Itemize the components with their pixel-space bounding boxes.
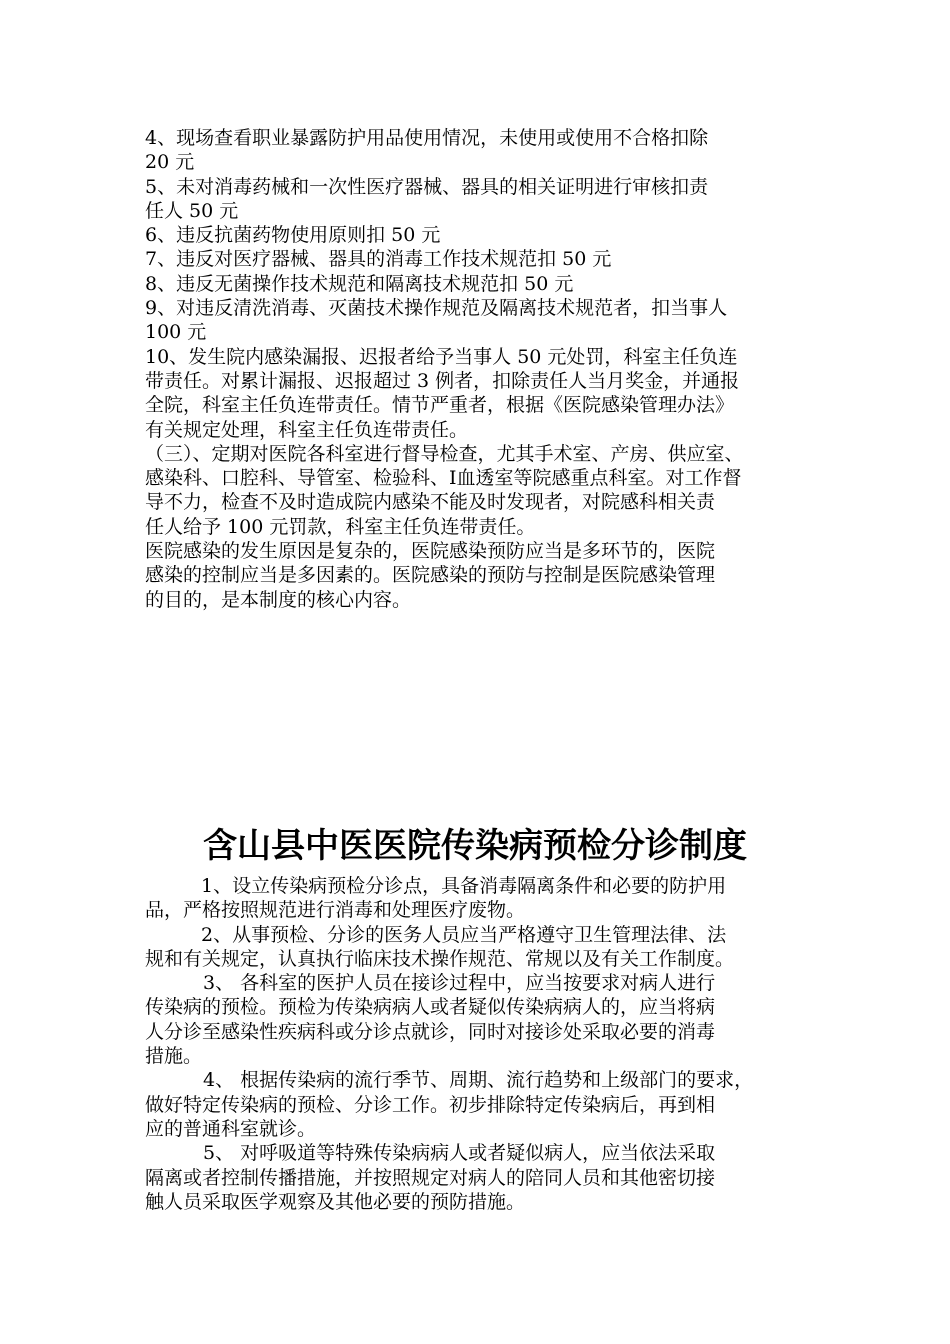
triage-policy-section [145, 874, 815, 1214]
text-line: 2、从事预检、分诊的医务人员应当严格遵守卫生管理法律、法 [201, 923, 727, 946]
text-line: 的目的，是本制度的核心内容。 [145, 588, 412, 611]
text-line: 感染的控制应当是多因素的。医院感染的预防与控制是医院感染管理 [145, 564, 716, 587]
text-line: 医院感染的发生原因是复杂的，医院感染预防应当是多环节的，医院 [145, 540, 716, 563]
text-line: 带责任。对累计漏报、迟报超过 3 例者，扣除责任人当月奖金，并通报 [145, 369, 740, 392]
text-line: 隔离或者控制传播措施，并按照规定对病人的陪同人员和其他密切接 [145, 1166, 716, 1189]
text-line: 传染病的预检。预检为传染病病人或者疑似传染病病人的，应当将病 [145, 996, 716, 1019]
text-line: 6、违反抗菌药物使用原则扣 50 元 [145, 224, 441, 247]
text-line: 5、未对消毒药械和一次性医疗器械、器具的相关证明进行审核扣责 [145, 175, 709, 198]
text-line: 品，严格按照规范进行消毒和处理医疗废物。 [145, 899, 526, 922]
text-line: 有关规定处理，科室主任负连带责任。 [145, 418, 469, 441]
text-line: 4、 根据传染病的流行季节、周期、流行趋势和上级部门的要求， [203, 1069, 754, 1092]
document-title: 含山县中医医院传染病预检分诊制度 [203, 826, 747, 866]
text-line: 8、违反无菌操作技术规范和隔离技术规范扣 50 元 [145, 272, 574, 295]
text-line: 10、发生院内感染漏报、迟报者给予当事人 50 元处罚，科室主任负连 [145, 345, 738, 368]
text-line: 任人 50 元 [145, 199, 239, 222]
text-line: 5、 对呼吸道等特殊传染病病人或者疑似病人，应当依法采取 [203, 1142, 716, 1165]
text-line: 全院，科室主任负连带责任。情节严重者，根据《医院感染管理办法》 [145, 394, 735, 417]
text-line: 3、 各科室的医护人员在接诊过程中，应当按要求对病人进行 [203, 972, 716, 995]
text-line: 100 元 [145, 321, 207, 344]
text-line: （三）、定期对医院各科室进行督导检查，尤其手术室、产房、供应室、 [145, 442, 744, 465]
text-line: 导不力，检查不及时造成院内感染不能及时发现者，对院感科相关责 [145, 491, 716, 514]
text-line: 7、违反对医疗器械、器具的消毒工作技术规范扣 50 元 [145, 248, 612, 271]
text-line: 人分诊至感染性疾病科或分诊点就诊，同时对接诊处采取必要的消毒 [145, 1020, 716, 1043]
text-line: 措施。 [145, 1045, 203, 1068]
text-line: 规和有关规定，认真执行临床技术操作规范、常规以及有关工作制度。 [145, 947, 735, 970]
text-line: 9、对违反清洗消毒、灭菌技术操作规范及隔离技术规范者，扣当事人 [145, 297, 728, 320]
text-line: 4、现场查看职业暴露防护用品使用情况，未使用或使用不合格扣除 [145, 127, 709, 149]
text-line: 应的普通科室就诊。 [145, 1117, 317, 1140]
rules-penalty-section [145, 126, 815, 612]
text-line: 触人员采取医学观察及其他必要的预防措施。 [145, 1190, 526, 1213]
text-line: 做好特定传染病的预检、分诊工作。初步排除特定传染病后，再到相 [145, 1093, 716, 1116]
text-line: 1、设立传染病预检分诊点，具备消毒隔离条件和必要的防护用 [201, 875, 727, 897]
text-line: 感染科、口腔科、导管室、检验科、Ⅰ血透室等院感重点科室。对工作督 [145, 467, 742, 490]
text-line: 20 元 [145, 151, 195, 174]
text-line: 任人给予 100 元罚款，科室主任负连带责任。 [145, 515, 536, 538]
